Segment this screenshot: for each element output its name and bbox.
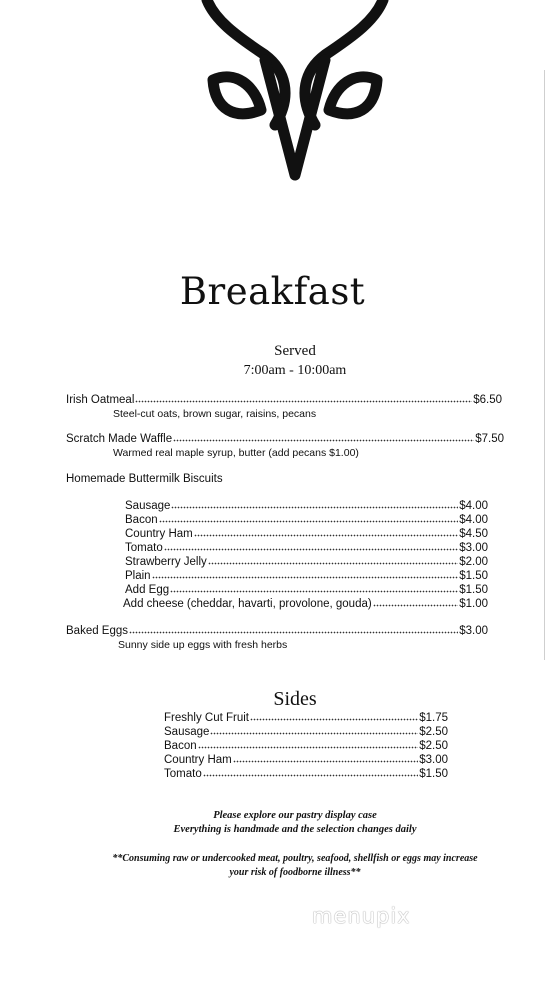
item-name: Tomato (125, 542, 163, 554)
side-item-sausage (164, 726, 448, 738)
menu-title: Breakfast (179, 270, 366, 313)
item-name: Sausage (125, 500, 171, 512)
dot-leader (194, 529, 458, 537)
dot-leader (171, 501, 458, 509)
item-name: Sausage (164, 726, 210, 738)
item-price: $1.75 (419, 712, 448, 724)
biscuit-item-plain (125, 570, 488, 582)
dot-leader (152, 571, 459, 579)
item-price: $1.00 (459, 598, 488, 610)
menu-item-irish-oatmeal (66, 394, 502, 406)
dot-leader (233, 755, 418, 763)
item-price: $1.50 (459, 570, 488, 582)
item-name: Irish Oatmeal (66, 394, 135, 406)
dot-leader (135, 395, 472, 403)
side-item-freshly-cut-fruit (164, 712, 448, 724)
dot-leader (373, 599, 459, 607)
dot-leader (164, 543, 459, 551)
item-name: Strawberry Jelly (125, 556, 207, 568)
pastry-note-line-2: Everything is handmade and the selection changes daily (173, 824, 417, 835)
dot-leader (208, 557, 458, 565)
dot-leader (210, 727, 418, 735)
item-price: $4.00 (459, 514, 488, 526)
stag-antler-logo-icon (195, 0, 395, 185)
item-name: Bacon (125, 514, 158, 526)
biscuit-item-tomato (125, 542, 488, 554)
item-name: Baked Eggs (66, 625, 129, 637)
dot-leader (129, 626, 458, 634)
item-name: Scratch Made Waffle (66, 433, 173, 445)
pastry-note-line-1: Please explore our pastry display case (213, 810, 377, 821)
dot-leader (203, 769, 419, 777)
menu-item-scratch-made-waffle (66, 433, 504, 445)
served-hours: 7:00am - 10:00am (243, 363, 347, 378)
health-warning-line-2: your risk of foodborne illness** (229, 867, 361, 878)
item-price: $7.50 (475, 433, 504, 445)
menupix-watermark: menupix (312, 904, 411, 928)
item-description: Steel-cut oats, brown sugar, raisins, pecans (113, 408, 317, 420)
biscuits-heading: Homemade Buttermilk Biscuits (66, 473, 223, 485)
item-price: $2.50 (419, 740, 448, 752)
item-name: Country Ham (125, 528, 193, 540)
side-item-tomato (164, 768, 448, 780)
biscuit-item-strawberry-jelly (125, 556, 488, 568)
item-description: Warmed real maple syrup, butter (add pecans $1.00) (113, 447, 359, 459)
item-price: $1.50 (459, 584, 488, 596)
dot-leader (173, 434, 474, 442)
dot-leader (170, 585, 458, 593)
item-price: $4.50 (459, 528, 488, 540)
side-item-country-ham (164, 754, 448, 766)
biscuit-item-add-egg (125, 584, 488, 596)
item-price: $3.00 (419, 754, 448, 766)
item-name: Tomato (164, 768, 202, 780)
sides-title: Sides (273, 688, 317, 710)
item-price: $3.00 (459, 625, 488, 637)
item-price: $6.50 (473, 394, 502, 406)
item-name: Bacon (164, 740, 197, 752)
health-warning-line-1: **Consuming raw or undercooked meat, poultry, seafood, shellfish or eggs may increase (112, 853, 478, 864)
item-price: $2.50 (419, 726, 448, 738)
item-name: Freshly Cut Fruit (164, 712, 249, 724)
item-price: $2.00 (459, 556, 488, 568)
biscuit-item-add-cheese (123, 598, 488, 610)
served-label: Served (274, 343, 316, 359)
item-description: Sunny side up eggs with fresh herbs (118, 639, 288, 651)
item-price: $1.50 (419, 768, 448, 780)
item-name: Country Ham (164, 754, 232, 766)
side-item-bacon (164, 740, 448, 752)
dot-leader (198, 741, 419, 749)
dot-leader (250, 713, 418, 721)
biscuit-item-country-ham (125, 528, 488, 540)
item-name: Plain (125, 570, 151, 582)
menu-item-baked-eggs (66, 625, 488, 637)
item-price: $3.00 (459, 542, 488, 554)
biscuit-item-bacon (125, 514, 488, 526)
dot-leader (159, 515, 459, 523)
item-price: $4.00 (459, 500, 488, 512)
item-name: Add Egg (125, 584, 170, 596)
biscuit-item-sausage (125, 500, 488, 512)
item-name: Add cheese (cheddar, havarti, provolone, gouda) (123, 598, 372, 610)
